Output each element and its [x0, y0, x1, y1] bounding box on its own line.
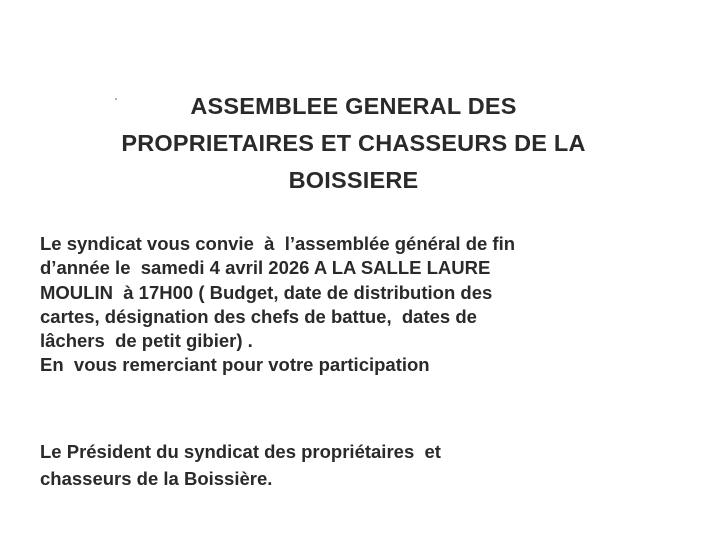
title-line: PROPRIETAIRES ET CHASSEURS DE LA	[121, 130, 586, 156]
signature-line: Le Président du syndicat des propriétaires et	[40, 441, 441, 462]
body-line: cartes, désignation des chefs de battue, dates de	[40, 305, 477, 327]
signature-line: chasseurs de la Boissière.	[40, 468, 273, 489]
notice-body	[40, 232, 680, 378]
notice-signature	[40, 438, 680, 492]
title-line: ASSEMBLEE GENERAL DES	[190, 93, 517, 119]
body-line: En vous remerciant pour votre participation	[40, 354, 430, 376]
notice-title	[40, 88, 667, 199]
body-line: Le syndicat vous convie à l’assemblée général de fin	[40, 233, 516, 254]
body-line: lâchers de petit gibier) .	[40, 330, 253, 352]
title-line: BOISSIERE	[288, 167, 419, 193]
body-line: MOULIN à 17H00 ( Budget, date de distribution des	[40, 281, 493, 303]
body-line: d’année le samedi 4 avril 2026 A LA SALLE LAURE	[40, 257, 491, 279]
